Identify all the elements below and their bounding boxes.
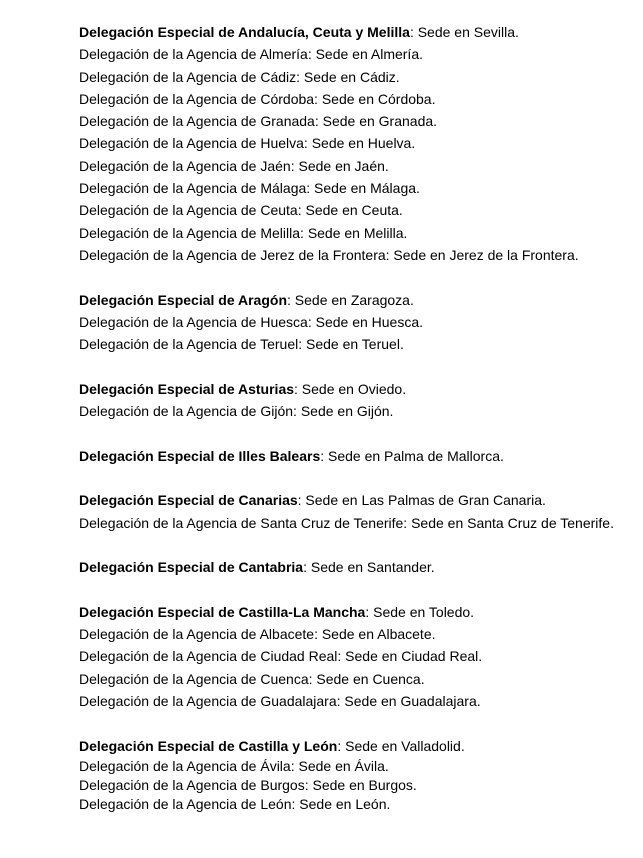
delegation-group-cantabria [79,556,643,578]
agency-line: Delegación de la Agencia de Ceuta: Sede en Ceuta. [79,202,403,219]
heading-bold: Delegación Especial de Canarias [79,492,298,509]
delegation-heading [79,556,643,578]
heading-bold: Delegación Especial de Cantabria [79,559,304,576]
agency-line: Delegación de la Agencia de Ávila: Sede en Ávila. [79,757,389,774]
heading-bold: Delegación Especial de Castilla y León [79,737,338,754]
heading-rest: : Sede en Toledo. [365,603,475,620]
heading-rest: : Sede en Valladolid. [337,737,465,754]
agency-line: Delegación de la Agencia de Málaga: Sede en Málaga. [79,180,420,197]
delegation-heading [79,21,643,43]
agency-line: Delegación de la Agencia de Jaén: Sede en Jaén. [79,157,389,174]
delegation-heading [79,735,643,757]
heading-bold: Delegación Especial de Asturias [79,380,295,397]
agency-line: Delegación de la Agencia de Gijón: Sede en Gijón. [79,403,394,420]
delegation-heading [79,289,643,311]
heading-bold: Delegación Especial de Andalucía, Ceuta y Melilla [79,24,410,40]
agency-line: Delegación de la Agencia de Granada: Sede en Granada. [79,113,438,130]
heading-rest: : Sede en Palma de Mallorca. [320,447,504,464]
agency-line: Delegación de la Agencia de Guadalajara: Sede en Guadalajara. [79,692,481,709]
heading-rest: : Sede en Oviedo. [294,380,407,397]
agency-line: Delegación de la Agencia de Albacete: Sede en Albacete. [79,626,436,643]
delegation-group-andalucia [79,21,643,266]
delegation-group-aragon [79,289,643,356]
document-body [79,21,643,814]
delegation-group-illes-balears [79,445,643,467]
heading-bold: Delegación Especial de Castilla-La Mancha [79,603,366,620]
heading-rest: : Sede en Las Palmas de Gran Canaria. [297,492,546,509]
agency-line: Delegación de la Agencia de Ciudad Real: Sede en Ciudad Real. [79,648,483,665]
agency-line: Delegación de la Agencia de Teruel: Sede en Teruel. [79,336,404,353]
delegation-group-canarias [79,489,643,534]
agency-line: Delegación de la Agencia de Huesca: Sede en Huesca. [79,313,424,330]
delegation-group-castilla-y-leon [79,735,643,815]
heading-rest: : Sede en Zaragoza. [287,291,414,308]
agency-line: Delegación de la Agencia de Córdoba: Sede en Córdoba. [79,90,436,107]
delegation-heading [79,445,643,467]
delegation-group-asturias [79,378,643,423]
heading-bold: Delegación Especial de Illes Balears [79,447,321,464]
agency-line: Delegación de la Agencia de Almería: Sede en Almería. [79,46,423,63]
agency-line: Delegación de la Agencia de León: Sede en León. [79,796,391,813]
agency-line: Delegación de la Agencia de Burgos: Sede en Burgos. [79,776,417,793]
agency-line: Delegación de la Agencia de Melilla: Sede en Melilla. [79,224,408,241]
agency-line: Delegación de la Agencia de Santa Cruz de Tenerife: Sede en Santa Cruz de Tenerife. [79,514,614,531]
heading-rest: : Sede en Santander. [303,559,435,576]
delegation-group-castilla-la-mancha [79,601,643,712]
agency-line: Delegación de la Agencia de Cuenca: Sede en Cuenca. [79,670,425,687]
delegation-heading [79,378,643,400]
agency-line: Delegación de la Agencia de Huelva: Sede en Huelva. [79,135,416,152]
heading-rest: : Sede en Sevilla. [409,24,519,40]
agency-line: Delegación de la Agencia de Cádiz: Sede en Cádiz. [79,68,400,85]
delegation-heading [79,601,643,623]
delegation-heading [79,489,643,511]
agency-line: Delegación de la Agencia de Jerez de la Frontera: Sede en Jerez de la Frontera. [79,246,579,263]
heading-bold: Delegación Especial de Aragón [79,291,287,308]
